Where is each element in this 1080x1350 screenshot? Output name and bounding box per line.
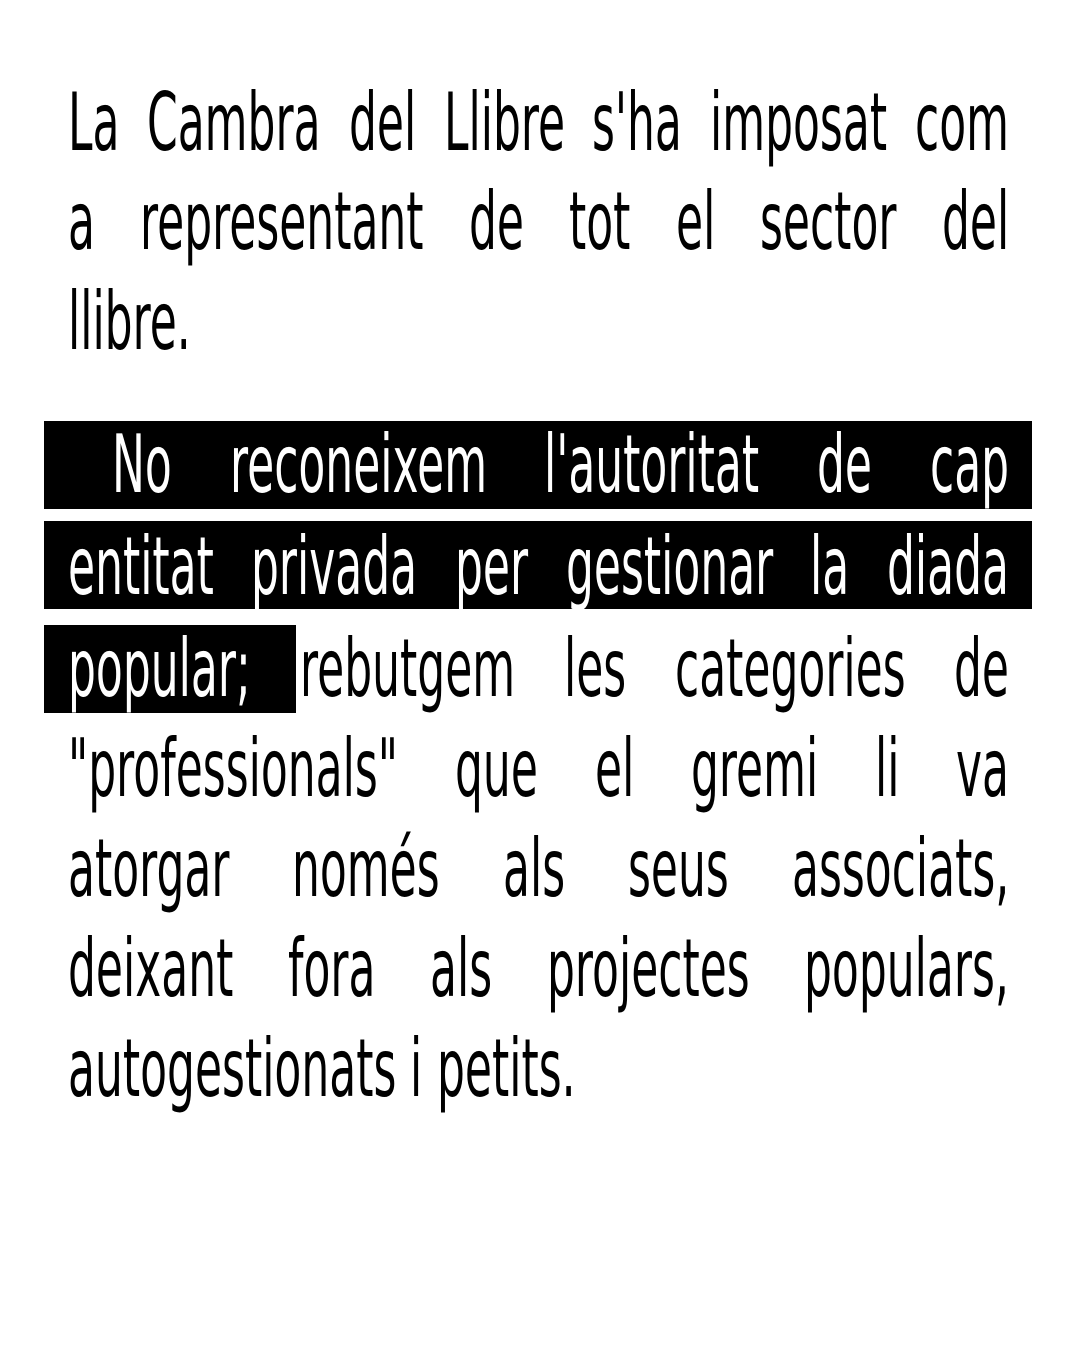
word: l'autoritat [544, 418, 760, 511]
word: petits. [436, 1022, 576, 1115]
word: seus [628, 822, 729, 915]
word: les [563, 622, 626, 715]
word: tot [569, 175, 631, 268]
word: sector [760, 175, 897, 268]
word: als [502, 822, 566, 915]
word: i [410, 1022, 423, 1115]
paragraph-2-line-7 [68, 1022, 1009, 1116]
word: autogestionats [68, 1022, 397, 1115]
paragraph-2-line-5 [68, 822, 1009, 916]
word: com [915, 76, 1009, 169]
word: només [292, 822, 441, 915]
word: reconeixem [229, 418, 487, 511]
word: entitat [68, 520, 214, 613]
word: La [68, 76, 120, 169]
word-highlighted: popular; [68, 622, 251, 715]
word: li [874, 722, 900, 815]
paragraph-2-line-3 [68, 622, 1009, 716]
paragraph-2-line-6 [68, 922, 1009, 1016]
word: "professionals" [68, 722, 398, 815]
word: el [675, 175, 715, 268]
word: als [430, 922, 493, 1015]
paragraph-2-line-1 [112, 418, 1009, 512]
word: gestionar [565, 520, 773, 613]
word: imposat [710, 76, 888, 169]
word: representant [140, 175, 424, 268]
word: el [594, 722, 634, 815]
word: la [810, 520, 850, 613]
word: fora [287, 922, 376, 1015]
word: populars, [804, 922, 1009, 1015]
word: de [953, 622, 1009, 715]
word: associats, [791, 822, 1010, 915]
word: a [68, 175, 95, 268]
word: privada [251, 520, 418, 613]
word: del [941, 175, 1010, 268]
word: No [112, 418, 172, 511]
paragraph-2-line-4 [68, 722, 1009, 816]
word: de [468, 175, 524, 268]
word: projectes [546, 922, 750, 1015]
word: cap [929, 418, 1010, 511]
word: deixant [68, 922, 234, 1015]
word: que [454, 722, 538, 815]
word: categories [674, 622, 906, 715]
word: llibre. [68, 275, 191, 368]
paragraph-2-line-2 [68, 520, 1009, 614]
word: de [817, 418, 873, 511]
word: diada [886, 520, 1009, 613]
word: s'ha [592, 76, 683, 169]
word: atorgar [68, 822, 230, 915]
word: Cambra [147, 76, 321, 169]
paragraph-1-line-1 [68, 76, 1009, 170]
word: per [455, 520, 529, 613]
word: rebutgem [299, 622, 515, 715]
word: del [348, 76, 416, 169]
word: va [955, 722, 1009, 815]
paragraph-1-line-3 [68, 275, 1009, 369]
paragraph-1-line-2 [68, 175, 1009, 269]
word: Llibre [443, 76, 565, 169]
word: gremi [690, 722, 818, 815]
